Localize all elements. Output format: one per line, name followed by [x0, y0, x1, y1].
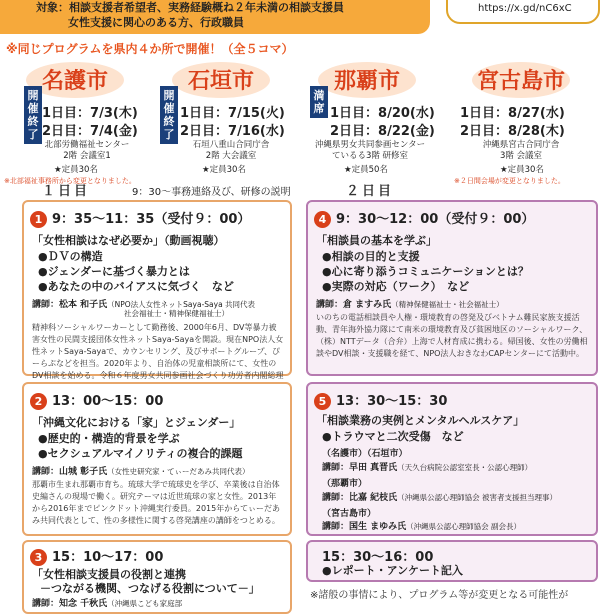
session-5-title: 「相談業務の実例とメンタルヘルスケア」 — [316, 414, 525, 427]
day1-schedule-note: 9：30～事務連絡及び、研修の説明 — [132, 187, 291, 198]
program-note: ※同じプログラムを県内４か所で開催！（全５コマ） — [6, 42, 294, 56]
bullet-item: ●トラウマと二次受傷 など — [322, 430, 464, 443]
bullet-item: ●レポート・アンケート記入 — [322, 564, 463, 577]
session-4-instructor — [316, 297, 504, 310]
session-3-title: 「女性相談支援員の役割と連携 — [32, 568, 186, 581]
session-5-box — [306, 382, 598, 536]
day2-date: 2日目：8/22(金) — [330, 124, 435, 139]
session-2-instructor — [32, 464, 250, 477]
instructor-name: 講師：早田 真晋氏 — [322, 463, 398, 473]
instructor-name: 講師：山城 彰子氏 — [32, 467, 108, 477]
instructor-affiliation: （精神保健福祉士・社会福祉士） — [391, 300, 504, 309]
day1-date: 1日目：8/20(水) — [330, 106, 435, 121]
session-6-time: 15：30～16：00 — [322, 550, 434, 565]
bullet-item: ●ＤＶの構造 — [38, 250, 103, 263]
session-1-time — [30, 208, 250, 228]
session-3-time — [30, 546, 163, 566]
day2-date: 2日目：8/28(木) — [460, 124, 565, 139]
target-line-1: 対象：相談支援者希望者、実務経験概ね２年未満の相談支援員 — [36, 1, 344, 14]
bullet-item: ●心に寄り添うコミュニケーションとは？ — [322, 265, 529, 278]
venue-line-2: 2階 大会議室 — [205, 151, 257, 161]
venue — [172, 140, 290, 162]
venue-line-1: 北部労働福祉センター — [44, 140, 130, 150]
bullet-item: ●実際の対応（ワーク） など — [322, 280, 470, 293]
venue-change-note: ※北部福祉事務所から変更となりました。 — [4, 177, 136, 185]
session-5-place-1: （名護市）（石垣市） — [322, 449, 408, 459]
session-number-badge: 4 — [314, 211, 331, 228]
closed-stamp: 開 催 終 了 — [160, 86, 178, 144]
capacity: ★定員30名 — [54, 165, 98, 175]
venue-line-2: 3階 会議室 — [499, 151, 543, 161]
instructor-affiliation: （沖縄県公認心理師協会 被害者支援担当理事） — [397, 493, 558, 502]
bullet-item: ●あなたの中のバイアスに気づく など — [38, 280, 234, 293]
city-name: 石垣市 — [187, 69, 254, 94]
venue-line-1: 石垣八重山合同庁舎 — [192, 140, 270, 150]
target-line-2: 女性支援に関心のある方、行政職員 — [68, 16, 244, 29]
session-4-time — [314, 208, 534, 228]
capacity: ★定員30名 — [500, 165, 544, 175]
day2-date: 2日目：7/4(金) — [42, 124, 138, 139]
instructor-name: 講師：知念 千秋氏 — [32, 599, 108, 609]
city-name: 宮古島市 — [476, 69, 565, 94]
city-name: 那覇市 — [333, 69, 400, 94]
bullet-item: ●セクシュアルマイノリティの複合的課題 — [38, 447, 243, 460]
session-1-bio: 精神科ソーシャルワーカーとして勤務後、2000年6月、DV等暴力被害女性の民間支援団体女性ネットSaya-Sayaを開設。現在NPO法人女性ネットSaya-Sayaで、カウンセリング、及びサポートグループ、ぴーらぷなどを担当。2020年より、自治体の児童相談所にて、女性のDV相談を始める。令和６年度男女共同参画社会づくり功労者内閣総理 — [32, 323, 284, 380]
city-ishigaki — [150, 60, 292, 190]
city-nago — [4, 60, 146, 190]
session-2-bio: 那覇市生まれ那覇市育ち。琉球大学で琉球史を学び、卒業後は自治体史編さんの現場で働く。研究テーマは近世琉球の家と女性。2013年から2016年までピンクドット沖縄実行委員。2015年からてぃーだあみ共同代表として、性の多様性に関する啓発講座の講師をつとめる。 — [32, 480, 280, 525]
session-time-text: 13：30～15：30 — [336, 394, 448, 409]
day1-label: １日目 — [42, 184, 91, 199]
closed-stamp: 開 催 終 了 — [24, 86, 42, 144]
session-5-instructor-2 — [322, 490, 557, 503]
instructor-affiliation: （NPO法人女性ネットSaya-Saya 共同代表 — [107, 300, 256, 309]
session-4-title: 「相談員の基本を学ぶ」 — [316, 234, 437, 247]
day2-date: 2日目：7/16(水) — [180, 124, 285, 139]
full-stamp: 満 席 — [310, 86, 328, 118]
bullet-item: ●ジェンダーに基づく暴力とは — [38, 265, 190, 278]
capacity: ★定員50名 — [344, 165, 388, 175]
session-6-box — [306, 540, 598, 582]
session-1-instructor-aff2 — [124, 308, 229, 319]
instructor-affiliation: （沖縄県公認心理師協会 副会長） — [406, 522, 522, 531]
session-time-text: 13：00～15：00 — [52, 394, 164, 409]
session-3-box — [22, 540, 292, 614]
city-miyakojima — [446, 60, 596, 190]
instructor-name: 講師：比嘉 紀枝氏 — [322, 493, 398, 503]
instructor-affiliation: （女性史研究家・てぃーだあみ共同代表） — [107, 467, 250, 476]
session-1-box — [22, 200, 292, 380]
session-number-badge: 1 — [30, 211, 47, 228]
session-4-bio: いのちの電話相談員や人権・環境教育の啓発及びベトナム難民家族支援活動、青年海外協力隊にて南米の環境教育及び貧困地区のソーシャルワーク、（株）NTTデータ（合弁）上海で人材育成に携わる。帰国後、女性の労働相談やDV相談・支援職を経て、NPO法人おきなわCAPセンターにて活動中。 — [316, 313, 588, 358]
venue — [28, 140, 146, 162]
venue-line-2: 2階 会議室1 — [63, 151, 111, 161]
session-2-title: 「沖縄文化における「家」とジェンダー」 — [32, 416, 241, 429]
session-number-badge: 3 — [30, 549, 47, 566]
session-5-place-3: （宮古島市） — [322, 509, 377, 519]
session-2-box — [22, 382, 292, 536]
session-time-text: 9：35～11：35（受付９：00） — [52, 212, 251, 227]
city-name: 名護市 — [41, 69, 108, 94]
instructor-name: 講師：松本 和子氏 — [32, 300, 108, 310]
session-3-instructor — [32, 596, 182, 609]
day1-date: 1日目：7/3(木) — [42, 106, 138, 121]
session-time-text: 15：10～17：00 — [52, 550, 164, 565]
session-2-time — [30, 390, 163, 410]
venue-line-1: 沖縄県宮古合同庁舎 — [482, 140, 560, 150]
capacity: ★定員30名 — [202, 165, 246, 175]
session-time-text: 9：30～12：00（受付９：00） — [336, 212, 535, 227]
footer-note: ※諸般の事情により、プログラム等が変更となる可能性が — [310, 590, 569, 601]
session-5-instructor-1 — [322, 460, 532, 473]
session-3-title-2: －つながる機関、つなげる役割について－」 — [40, 582, 260, 595]
venue-line-1: 沖縄県男女共同参画センター — [314, 140, 426, 150]
session-1-title: 「女性相談はなぜ必要か」（動画視聴） — [32, 234, 225, 247]
session-5-instructor-3 — [322, 519, 521, 532]
instructor-name: 講師：国生 まゆみ氏 — [322, 522, 407, 532]
registration-url[interactable]: https://x.gd/nC6xC — [478, 3, 572, 14]
venue — [296, 140, 444, 162]
instructor-affiliation: （沖縄県こども家庭部 — [107, 599, 183, 608]
day1-date: 1日目：7/15(火) — [180, 106, 285, 121]
day2-label: ２日目 — [346, 184, 395, 199]
session-5-place-2: （那覇市） — [322, 479, 368, 489]
instructor-name: 講師：倉 ますみ氏 — [316, 300, 392, 310]
venue — [446, 140, 596, 162]
day1-date: 1日目：8/27(水) — [460, 106, 565, 121]
instructor-affiliation: 社会福祉士・精神保健福祉士） — [124, 309, 229, 318]
session-4-box — [306, 200, 598, 376]
session-5-time — [314, 390, 447, 410]
target-audience — [36, 0, 436, 30]
city-naha — [296, 60, 438, 190]
session-number-badge: 5 — [314, 393, 331, 410]
venue-line-2: ているる3階 研修室 — [331, 151, 409, 161]
bullet-item: ●歴史的・構造的背景を学ぶ — [38, 432, 180, 445]
venue-change-note: ※２日間会場が変更となりました。 — [454, 177, 565, 185]
bullet-item: ●相談の目的と支援 — [322, 250, 420, 263]
instructor-affiliation: （天久台病院公認室室長・公認心理師） — [397, 463, 533, 472]
session-number-badge: 2 — [30, 393, 47, 410]
